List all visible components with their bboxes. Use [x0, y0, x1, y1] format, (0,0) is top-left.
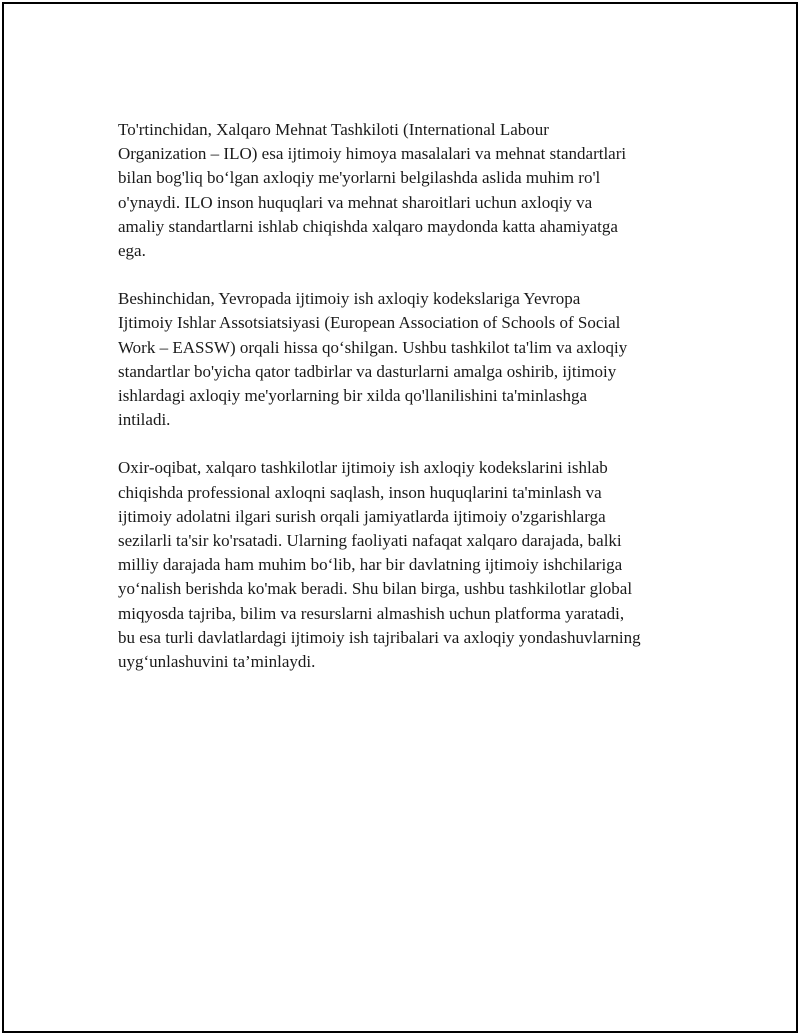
document-body: [118, 118, 688, 698]
paragraph-conclusion: Oxir-oqibat, xalqaro tashkilotlar ijtimoiy ish axloqiy kodekslarini ishlab chiqishda professional axloqni saqlash, inson huquqlarini ta'minlash va ijtimoiy adolatni ilgari surish orqali jamiyatlarda ijtimoiy o'zgarishlarga sezilarli ta'sir ko'rsatadi. Ularning faoliyati nafaqat xalqaro darajada, balki milliy darajada ham muhim bo‘lib, har bir davlatning ijtimoiy ishchilariga yo‘nalish berishda ko'mak beradi. Shu bilan birga, ushbu tashkilotlar global miqyosda tajriba, bilim va resurslarni almashish uchun platforma yaratadi, bu esa turli davlatlardagi ijtimoiy ish tajribalari va axloqiy yondashuvlarning uyg‘unlashuvini ta’minlaydi.: [118, 458, 641, 672]
paragraph-ilo: To'rtinchidan, Xalqaro Mehnat Tashkiloti (International Labour Organization – ILO) esa ijtimoiy himoya masalalari va mehnat standartlari bilan bog'liq bo‘lgan axloqiy me'yorlarni belgilashda aslida muhim ro'l o'ynaydi. ILO inson huquqlari va mehnat sharoitlari uchun axloqiy va amaliy standartlarni ishlab chiqishda xalqaro maydonda katta ahamiyatga ega.: [118, 120, 627, 261]
paragraph-eassw: Beshinchidan, Yevropada ijtimoiy ish axloqiy kodekslariga Yevropa Ijtimoiy Ishlar Assotsiatsiyasi (European Association of Schools of Social Work – EASSW) orqali hissa qo‘shilgan. Ushbu tashkilot ta'lim va axloqiy standartlar bo'yicha qator tadbirlar va dasturlarni amalga oshirib, ijtimoiy ishlardagi axloqiy me'yorlarning bir xilda qo'llanilishini ta'minlashga intiladi.: [118, 289, 628, 430]
